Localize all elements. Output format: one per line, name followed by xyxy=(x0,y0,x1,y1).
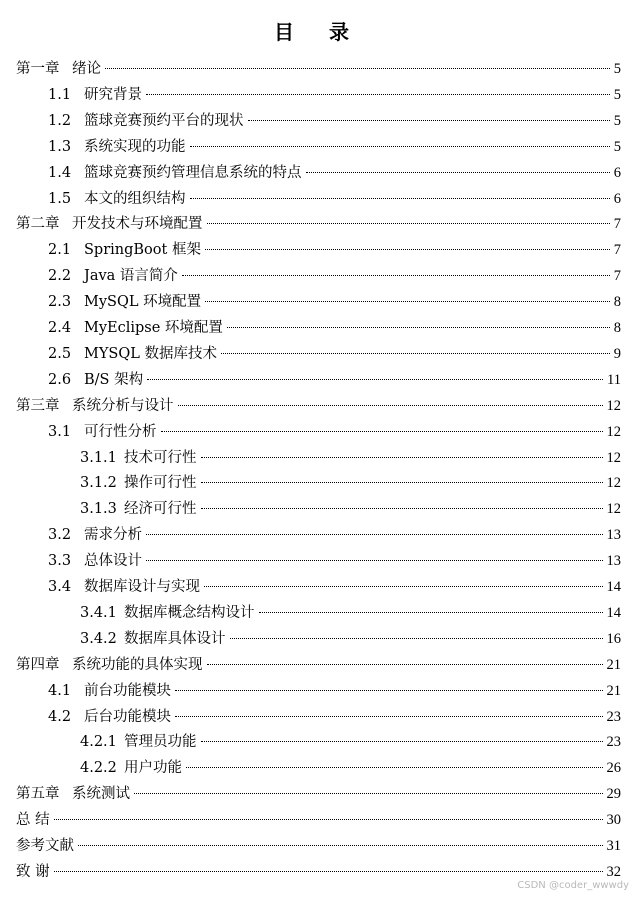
dot-leader xyxy=(105,68,610,69)
entry-number: 4.1 xyxy=(48,682,72,699)
toc-entry-4-2[interactable] xyxy=(48,705,621,729)
entry-title: 数据库具体设计 xyxy=(124,630,226,647)
entry-title: 前台功能模块 xyxy=(84,682,171,699)
entry-title: SpringBoot 框架 xyxy=(84,242,201,259)
toc-entry-chapter-3[interactable] xyxy=(16,394,621,418)
entry-page: 16 xyxy=(606,630,621,647)
entry-title: 致 谢 xyxy=(16,863,50,880)
entry-title: 总体设计 xyxy=(84,553,142,570)
entry-page: 6 xyxy=(613,164,621,181)
dot-leader xyxy=(146,560,603,561)
toc-entry-2-4[interactable] xyxy=(48,316,621,340)
entry-number: 第二章 xyxy=(16,216,60,233)
dot-leader xyxy=(146,534,603,535)
dot-leader xyxy=(205,249,610,250)
entry-title: 数据库设计与实现 xyxy=(84,579,200,595)
entry-number: 2.2 xyxy=(48,268,72,285)
entry-title: 需求分析 xyxy=(84,527,142,544)
entry-page: 23 xyxy=(606,708,621,725)
entry-page: 9 xyxy=(613,345,621,362)
toc-entry-chapter-2[interactable] xyxy=(16,212,621,236)
dot-leader xyxy=(134,793,603,794)
entry-page: 12 xyxy=(606,397,621,414)
entry-page: 13 xyxy=(606,553,621,570)
entry-title: 篮球竞赛预约管理信息系统的特点 xyxy=(84,164,302,181)
entry-page: 5 xyxy=(613,138,621,155)
dot-leader xyxy=(230,638,603,639)
entry-title: MySQL 环境配置 xyxy=(84,294,202,311)
entry-number: 4.2 xyxy=(48,708,72,725)
entry-number: 2.1 xyxy=(48,242,72,259)
entry-title: 系统分析与设计 xyxy=(72,397,174,414)
dot-leader xyxy=(78,845,603,846)
entry-page: 31 xyxy=(606,838,621,854)
entry-page: 5 xyxy=(613,112,621,129)
toc-entry-3-1-1[interactable] xyxy=(80,446,621,470)
entry-number: 1.4 xyxy=(48,164,72,181)
entry-page: 30 xyxy=(606,812,621,829)
entry-title: 开发技术与环境配置 xyxy=(72,216,203,233)
toc-entry-3-3[interactable] xyxy=(48,549,621,573)
entry-title: B/S 架构 xyxy=(84,371,144,388)
dot-leader xyxy=(306,172,610,173)
entry-title: 管理员功能 xyxy=(124,734,197,751)
entry-page: 26 xyxy=(606,760,621,777)
entry-number: 3.2 xyxy=(48,527,72,544)
toc-entry-references[interactable] xyxy=(16,834,621,858)
entry-page: 7 xyxy=(613,216,621,233)
entry-page: 29 xyxy=(606,786,621,803)
dot-leader xyxy=(146,94,610,95)
entry-title: 操作可行性 xyxy=(124,475,197,492)
entry-number: 第一章 xyxy=(16,61,60,77)
entry-number: 3.1.3 xyxy=(80,501,117,518)
entry-number: 1.5 xyxy=(48,190,72,207)
dot-leader xyxy=(190,146,610,147)
toc-entry-2-1[interactable] xyxy=(48,238,621,262)
entry-number: 1.2 xyxy=(48,112,72,129)
toc-entry-1-2[interactable] xyxy=(48,109,621,133)
dot-leader xyxy=(201,457,603,458)
entry-page: 12 xyxy=(606,475,621,492)
entry-page: 12 xyxy=(606,449,621,466)
dot-leader xyxy=(161,431,603,432)
entry-title: 用户功能 xyxy=(124,760,182,777)
entry-number: 1.3 xyxy=(48,138,72,155)
toc-entry-3-4-1[interactable] xyxy=(80,601,621,625)
entry-page: 14 xyxy=(606,579,621,595)
entry-page: 12 xyxy=(606,423,621,440)
entry-page: 7 xyxy=(613,268,621,285)
toc-entry-3-4-2[interactable] xyxy=(80,627,621,651)
entry-title: 篮球竞赛预约平台的现状 xyxy=(84,112,244,129)
dot-leader xyxy=(175,716,603,717)
toc-entry-4-2-2[interactable] xyxy=(80,756,621,780)
csdn-watermark: CSDN @coder_wwwdy xyxy=(517,880,629,891)
entry-number: 3.4 xyxy=(48,579,72,595)
entry-page: 8 xyxy=(613,320,621,336)
dot-leader xyxy=(227,327,610,328)
entry-title: 总 结 xyxy=(16,812,50,829)
entry-page: 21 xyxy=(606,682,621,699)
entry-page: 7 xyxy=(613,242,621,259)
toc-entry-2-3[interactable] xyxy=(48,290,621,314)
entry-number: 3.1 xyxy=(48,423,72,440)
entry-number: 3.4.1 xyxy=(80,604,117,621)
entry-title: 技术可行性 xyxy=(124,449,197,466)
entry-title: 本文的组织结构 xyxy=(84,190,186,207)
dot-leader xyxy=(259,612,603,613)
entry-title: 绪论 xyxy=(72,61,101,77)
toc-entry-1-4[interactable] xyxy=(48,161,621,185)
entry-title: 研究背景 xyxy=(84,86,142,103)
entry-title: 可行性分析 xyxy=(84,423,157,440)
toc-entry-3-1-2[interactable] xyxy=(80,471,621,495)
toc-entry-1-3[interactable] xyxy=(48,135,621,159)
entry-number: 2.4 xyxy=(48,320,72,336)
dot-leader xyxy=(178,405,603,406)
entry-title: Java 语言简介 xyxy=(84,268,178,285)
toc-entry-1-1[interactable] xyxy=(48,83,621,107)
dot-leader xyxy=(201,482,603,483)
toc-title: 目 录 xyxy=(274,20,363,44)
entry-page: 5 xyxy=(613,86,621,103)
entry-number: 1.1 xyxy=(48,86,72,103)
dot-leader xyxy=(186,767,603,768)
dot-leader xyxy=(182,275,610,276)
toc-entry-chapter-1[interactable] xyxy=(16,57,621,81)
entry-number: 4.2.2 xyxy=(80,760,117,777)
dot-leader xyxy=(207,223,610,224)
toc-entry-4-2-1[interactable] xyxy=(80,730,621,754)
entry-title: MYSQL 数据库技术 xyxy=(84,345,217,362)
entry-page: 23 xyxy=(606,734,621,751)
entry-number: 第三章 xyxy=(16,397,60,414)
toc-entry-2-6[interactable] xyxy=(48,368,621,392)
entry-number: 3.1.1 xyxy=(80,449,117,466)
dot-leader xyxy=(54,871,603,872)
entry-title: 系统功能的具体实现 xyxy=(72,656,203,673)
entry-number: 2.3 xyxy=(48,294,72,311)
toc-entry-4-1[interactable] xyxy=(48,679,621,703)
toc-entry-2-2[interactable] xyxy=(48,264,621,288)
toc-entry-3-2[interactable] xyxy=(48,523,621,547)
dot-leader xyxy=(147,379,603,380)
entry-page: 14 xyxy=(606,604,621,621)
dot-leader xyxy=(201,741,603,742)
dot-leader xyxy=(201,508,603,509)
entry-number: 2.5 xyxy=(48,345,72,362)
entry-page: 11 xyxy=(607,371,621,388)
entry-number: 2.6 xyxy=(48,371,72,388)
entry-title: 参考文献 xyxy=(16,838,74,854)
entry-title: MyEclipse 环境配置 xyxy=(84,320,223,336)
entry-number: 3.3 xyxy=(48,553,72,570)
entry-page: 5 xyxy=(613,61,621,77)
entry-title: 系统实现的功能 xyxy=(84,138,186,155)
entry-number: 4.2.1 xyxy=(80,734,117,751)
entry-page: 12 xyxy=(606,501,621,518)
dot-leader xyxy=(207,664,603,665)
dot-leader xyxy=(248,120,610,121)
entry-title: 数据库概念结构设计 xyxy=(124,604,255,621)
toc-entry-chapter-5[interactable] xyxy=(16,782,621,806)
entry-page: 8 xyxy=(613,294,621,311)
entry-number: 3.4.2 xyxy=(80,630,117,647)
entry-number: 3.1.2 xyxy=(80,475,117,492)
entry-title: 经济可行性 xyxy=(124,501,197,518)
toc-entry-3-4[interactable] xyxy=(48,575,621,599)
entry-title: 后台功能模块 xyxy=(84,708,171,725)
dot-leader xyxy=(54,819,603,820)
dot-leader xyxy=(190,198,610,199)
dot-leader xyxy=(221,353,610,354)
dot-leader xyxy=(175,690,603,691)
entry-page: 21 xyxy=(606,656,621,673)
dot-leader xyxy=(204,586,603,587)
entry-title: 系统测试 xyxy=(72,786,130,803)
entry-number: 第四章 xyxy=(16,656,60,673)
entry-page: 13 xyxy=(606,527,621,544)
dot-leader xyxy=(205,301,610,302)
toc-entry-1-5[interactable] xyxy=(48,187,621,211)
toc-entry-3-1[interactable] xyxy=(48,420,621,444)
toc-entry-chapter-4[interactable] xyxy=(16,653,621,677)
toc-entry-3-1-3[interactable] xyxy=(80,497,621,521)
entry-number: 第五章 xyxy=(16,786,60,803)
entry-page: 6 xyxy=(613,190,621,207)
toc-entry-2-5[interactable] xyxy=(48,342,621,366)
entry-page: 32 xyxy=(606,863,621,880)
toc-entry-summary[interactable] xyxy=(16,808,621,832)
